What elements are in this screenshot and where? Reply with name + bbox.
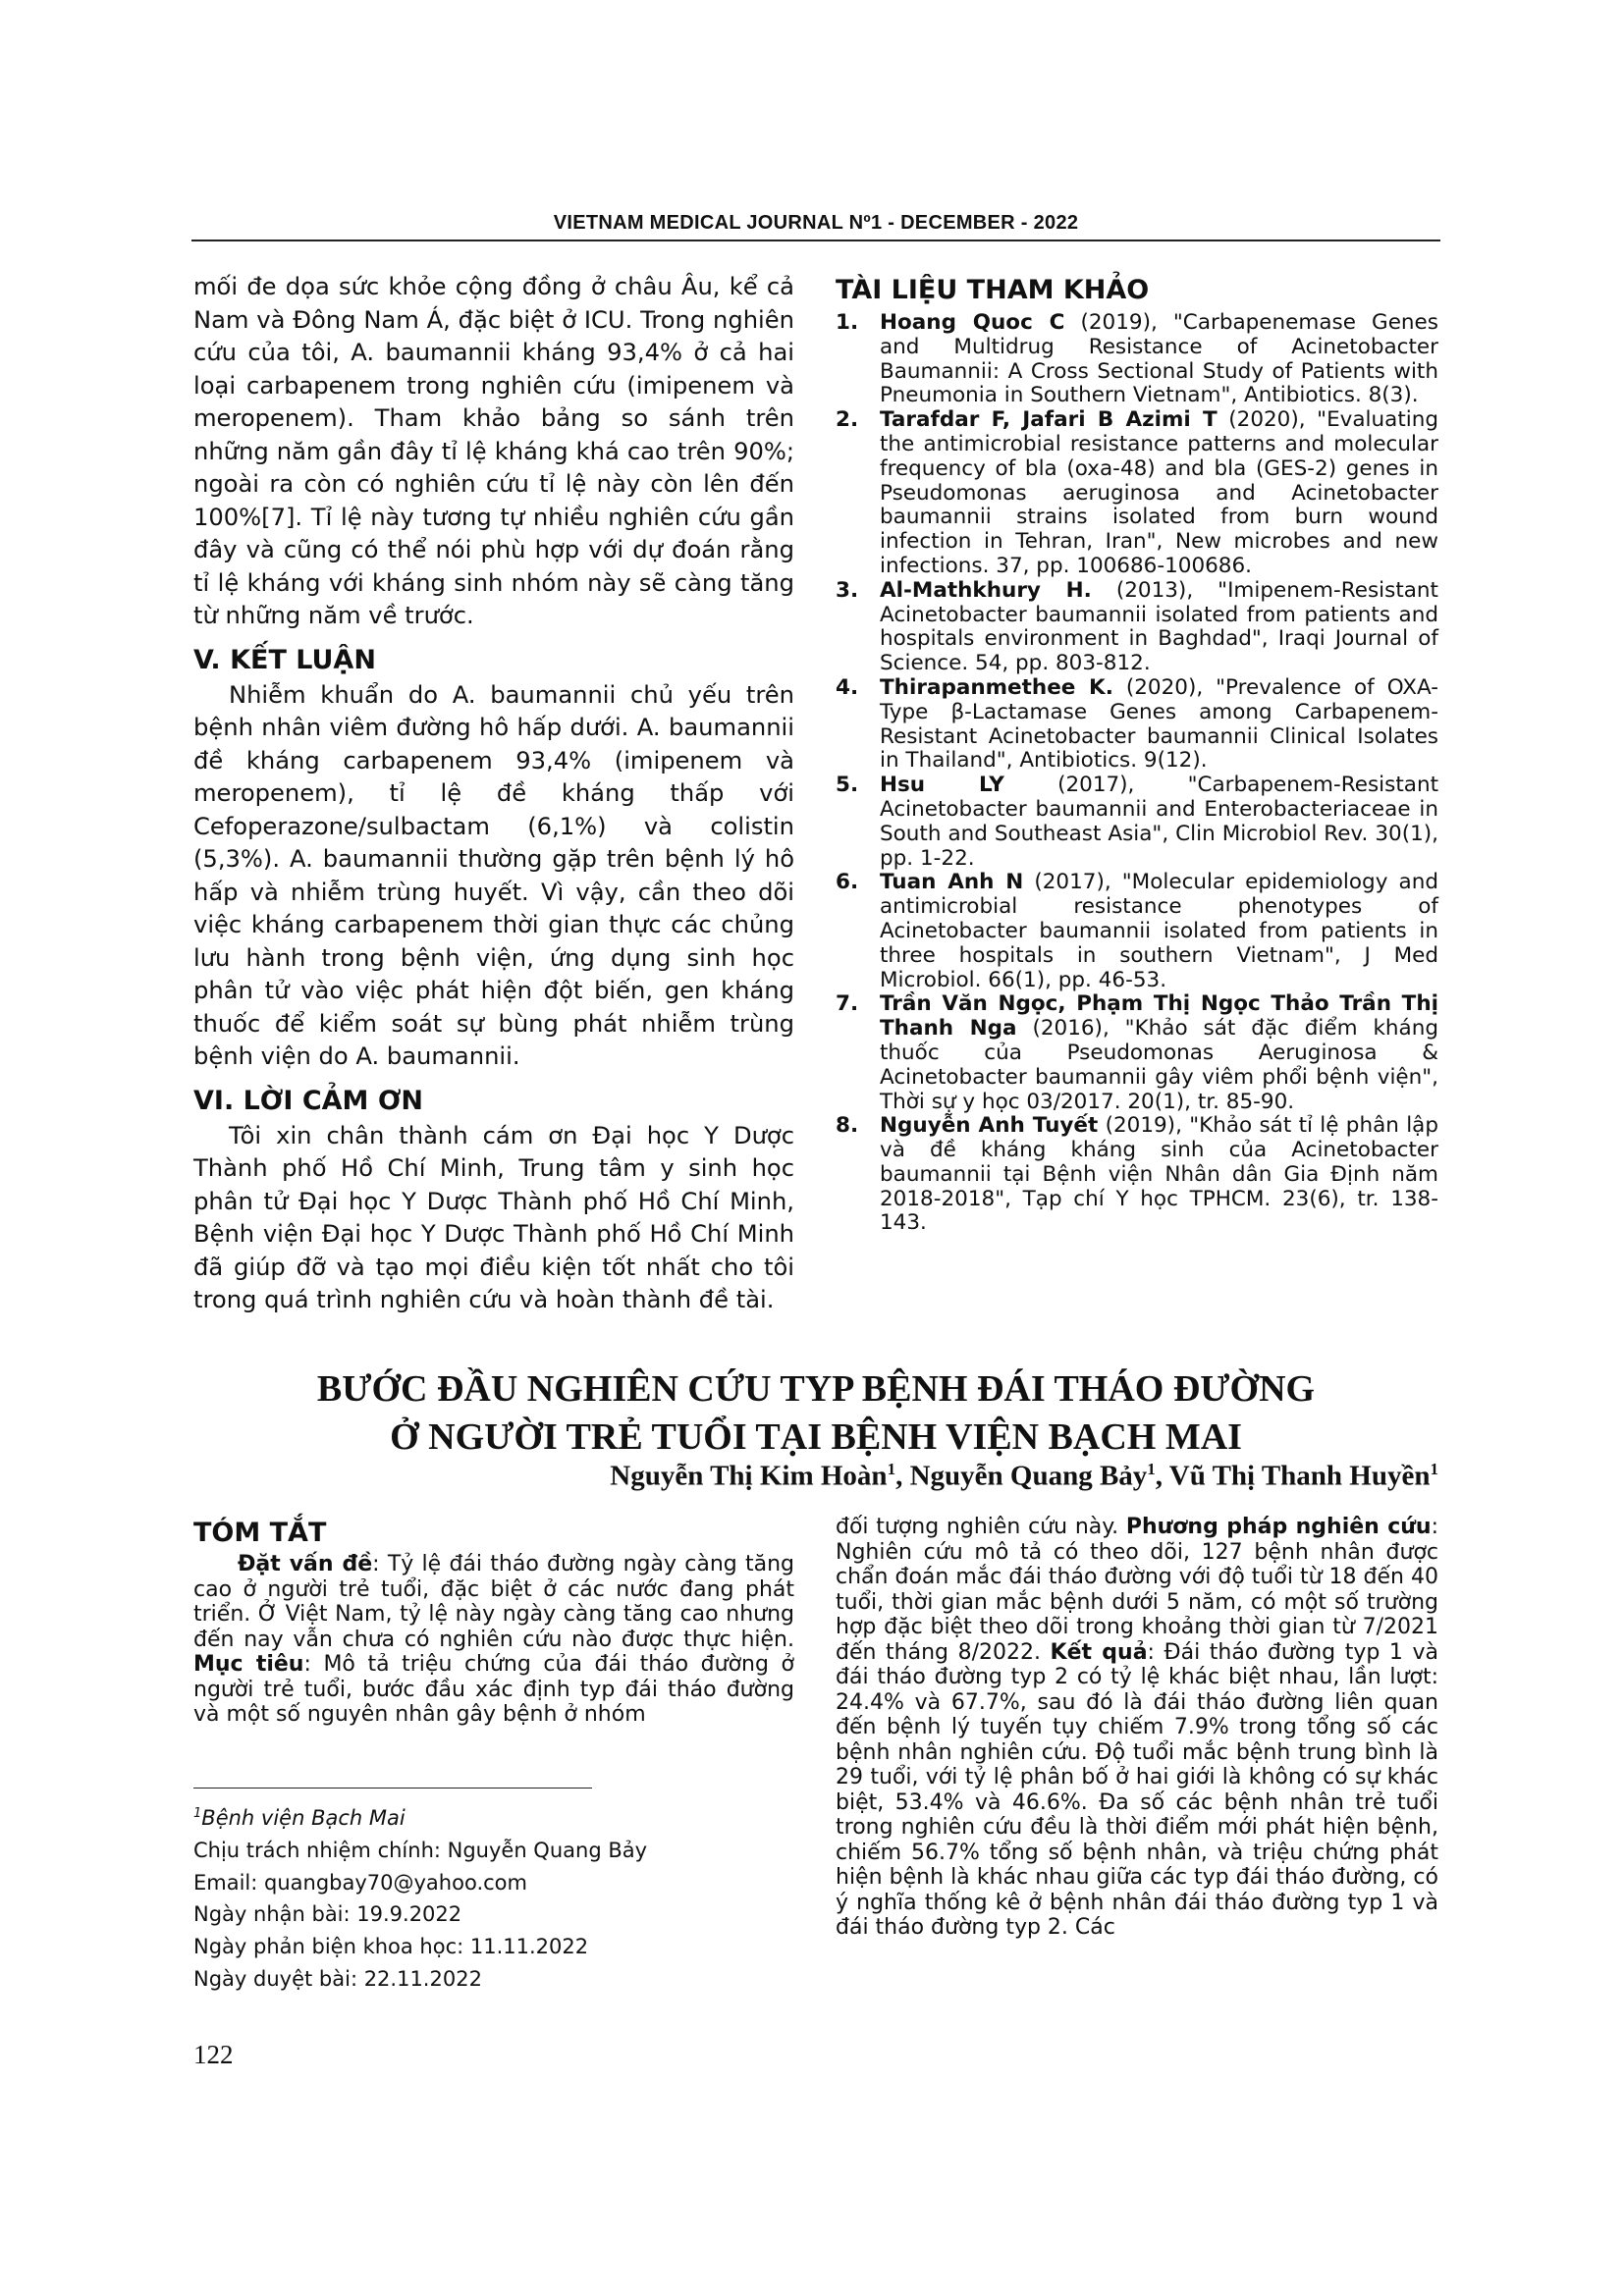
left-column	[193, 271, 794, 1317]
footnote-email: Email: quangbay70@yahoo.com	[193, 1870, 527, 1895]
reference-item: 7. Trần Văn Ngọc, Phạm Thị Ngọc Thảo Trần Thị Thanh Nga (2016), "Khảo sát đặc điểm kháng thuốc của Pseudomonas Aeruginosa & Acinetobacter baumannii gây viêm phổi bệnh viện", Thời sự y học 03/2017. 20(1), tr. 85-90.	[836, 991, 1438, 1114]
title-line-1: BƯỚC ĐẦU NGHIÊN CỨU TYP BỆNH ĐÁI THÁO ĐƯỜNG	[316, 1368, 1316, 1410]
reference-item: 1. Hoang Quoc C (2019), "Carbapenemase Genes and Multidrug Resistance of Acinetobacter Baumannii: A Cross Sectional Study of Patients with Pneumonia in Southern Vietnam", Antibiotics. 8(3).	[836, 310, 1438, 408]
abstract-paragraph: Đặt vấn đề: Tỷ lệ đái tháo đường ngày càng tăng cao ở người trẻ tuổi, đặc biệt ở các nước đang phát triển. Ở Việt Nam, tỷ lệ này ngày càng tăng cao nhưng đến nay vẫn chưa có nghiên cứu nào được thực hiện. Mục tiêu: Mô tả triệu chứng của đái tháo đường ở người trẻ tuổi, bước đầu xác định typ đái tháo đường và một số nguyên nhân gây bệnh ở nhóm	[193, 1552, 795, 1727]
abstract-heading: TÓM TẮT	[193, 1518, 327, 1548]
footnote-accepted: Ngày duyệt bài: 22.11.2022	[193, 1966, 482, 1991]
title-line-2: Ở NGƯỜI TRẺ TUỔI TẠI BỆNH VIỆN BẠCH MAI	[390, 1416, 1242, 1458]
reference-item: 6. Tuan Anh N (2017), "Molecular epidemiology and antimicrobial resistance phenotypes of Acinetobacter baumannii isolated from patients in three hospitals in southern Vietnam", J Med Microbiol. 66(1), pp. 46-53.	[836, 870, 1438, 992]
footnote-received: Ngày nhận bài: 19.9.2022	[193, 1902, 462, 1927]
affiliation-mark: 1	[1147, 1460, 1156, 1478]
header-rule	[191, 240, 1440, 241]
acknowledgement-heading: VI. LỜI CẢM ƠN	[193, 1085, 423, 1116]
acknowledgement-paragraph: Tôi xin chân thành cám ơn Đại học Y Dược Thành phố Hồ Chí Minh, Trung tâm y sinh học phân tử Đại học Y Dược Thành phố Hồ Chí Minh, Bệnh viện Đại học Y Dược Thành phố Hồ Chí Minh đã giúp đỡ và tạo mọi điều kiện tốt nhất cho tôi trong quá trình nghiên cứu và hoàn thành đề tài.	[193, 1121, 794, 1313]
journal-header: VIETNAM MEDICAL JOURNAL Nº1 - DECEMBER - 2022	[553, 212, 1079, 234]
reference-item: 2. Tarafdar F, Jafari B Azimi T (2020), "Evaluating the antimicrobial resistance patterns and molecular frequency of bla (oxa-48) and bla (GES-2) genes in Pseudomonas aeruginosa and Acinetobacter baumannii strains isolated from burn wound infection in Tehran, Iran", New microbes and new infections. 37, pp. 100686-100686.	[836, 407, 1438, 578]
conclusion-heading: V. KẾT LUẬN	[193, 644, 376, 675]
author-name: Vũ Thị Thanh Huyền	[1168, 1460, 1431, 1492]
author-name: Nguyễn Quang Bảy	[909, 1460, 1148, 1492]
footnote-responsible: Chịu trách nhiệm chính: Nguyễn Quang Bảy	[193, 1838, 648, 1862]
abstract-left	[193, 1518, 794, 1728]
reference-item: 8. Nguyễn Anh Tuyết (2019), "Khảo sát tỉ lệ phân lập và đề kháng kháng sinh của Acinetobacter baumannii tại Bệnh viện Nhân dân Gia Định năm 2018-2018", Tạp chí Y học TPHCM. 23(6), tr. 138-143.	[836, 1113, 1438, 1236]
reference-item: 3. Al-Mathkhury H. (2013), "Imipenem-Resistant Acinetobacter baumannii isolated from patients and hospitals environment in Baghdad", Iraqi Journal of Science. 54, pp. 803-812.	[836, 577, 1438, 676]
conclusion-paragraph: Nhiễm khuẩn do A. baumannii chủ yếu trên bệnh nhân viêm đường hô hấp dưới. A. baumannii đề kháng carbapenem 93,4% (imipenem và meropenem), tỉ lệ đề kháng thấp với Cefoperazone/sulbactam (6,1%) và colistin (5,3%). A. baumannii thường gặp trên bệnh lý hô hấp và nhiễm trùng huyết. Vì vậy, cần theo dõi việc kháng carbapenem thời gian thực các chủng lưu hành trong bệnh viện, ứng dụng sinh học phân tử vào việc phát hiện đột biến, gen kháng thuốc để kiểm soát sự bùng phát nhiễm trùng bệnh viện do A. baumannii.	[193, 680, 794, 1070]
abstract-paragraph-continued: đối tượng nghiên cứu này. Phương pháp nghiên cứu: Nghiên cứu mô tả có theo dõi, 127 bệnh nhân được chẩn đoán mắc đái tháo đường với độ tuổi từ 18 đến 40 tuổi, thời gian mắc bệnh dưới 5 năm, có một số trường hợp đặc biệt theo dõi trong khoảng thời gian từ 7/2021 đến tháng 8/2022. Kết quả: Đái tháo đường typ 1 và đái tháo đường typ 2 có tỷ lệ khác biệt nhau, lần lượt: 24.4% và 67.7%, sau đó là đái tháo đường liên quan đến bệnh lý tuyến tụy chiếm 7.9% trong tổng số các bệnh nhân nghiên cứu. Độ tuổi mắc bệnh trung bình là 29 tuổi, với tỷ lệ phân bố ở hai giới là không có sự khác biệt, 53.4% và 46.6%. Đa số các bệnh nhân trẻ tuổi trong nghiên cứu đều là thời điểm mới phát hiện bệnh, chiếm 56.7% tổng số bệnh nhân, và triệu chứng phát hiện bệnh là khác nhau giữa các typ đái tháo đường, có ý nghĩa thống kê ở bệnh nhân đái tháo đường typ 1 và đái tháo đường typ 2. Các	[836, 1515, 1439, 1940]
footnote-rule	[193, 1788, 592, 1789]
affiliation-mark: 1	[1430, 1460, 1438, 1478]
abstract-right	[836, 1515, 1438, 1941]
references-heading: TÀI LIỆU THAM KHẢO	[836, 275, 1150, 305]
discussion-paragraph: mối đe dọa sức khỏe cộng đồng ở châu Âu, kể cả Nam và Đông Nam Á, đặc biệt ở ICU. Trong nghiên cứu của tôi, A. baumannii kháng 93,4% ở cả hai loại carbapenem trong nghiên cứu (imipenem và meropenem). Tham khảo bảng so sánh trên những năm gần đây tỉ lệ kháng khá cao trên 90%; ngoài ra còn có nghiên cứu tỉ lệ này còn lên đến 100%[7]. Tỉ lệ này tương tự nhiều nghiên cứu gần đây và cũng có thể nói phù hợp với dự đoán rằng tỉ lệ kháng với kháng sinh nhóm này sẽ càng tăng từ những năm về trước.	[193, 273, 794, 629]
reference-item: 5. Hsu LY (2017), "Carbapenem-Resistant Acinetobacter baumannii and Enterobacteriaceae in South and Southeast Asia", Clin Microbiol Rev. 30(1), pp. 1-22.	[836, 773, 1438, 871]
footnote-affiliation: $^1$Bệnh viện Bạch Mai	[193, 1806, 406, 1830]
references-section	[836, 275, 1438, 1236]
reference-list	[836, 311, 1438, 1236]
reference-item: 4. Thirapanmethee K. (2020), "Prevalence of OXA-Type β-Lactamase Genes among Carbapenem-Resistant Acinetobacter baumannii Clinical Isolates in Thailand", Antibiotics. 9(12).	[836, 674, 1438, 774]
footnote-reviewed: Ngày phản biện khoa học: 11.11.2022	[193, 1935, 589, 1959]
footnotes	[193, 1798, 794, 1996]
author-line: Nguyễn Thị Kim Hoàn$^1$, Nguyễn Quang Bảy$^1$, Vũ Thị Thanh Huyền$^1$	[610, 1460, 1438, 1492]
article-title	[193, 1365, 1438, 1462]
author-name: Nguyễn Thị Kim Hoàn	[610, 1460, 888, 1492]
affiliation-mark: 1	[887, 1460, 896, 1478]
page-number: 122	[193, 2040, 234, 2069]
